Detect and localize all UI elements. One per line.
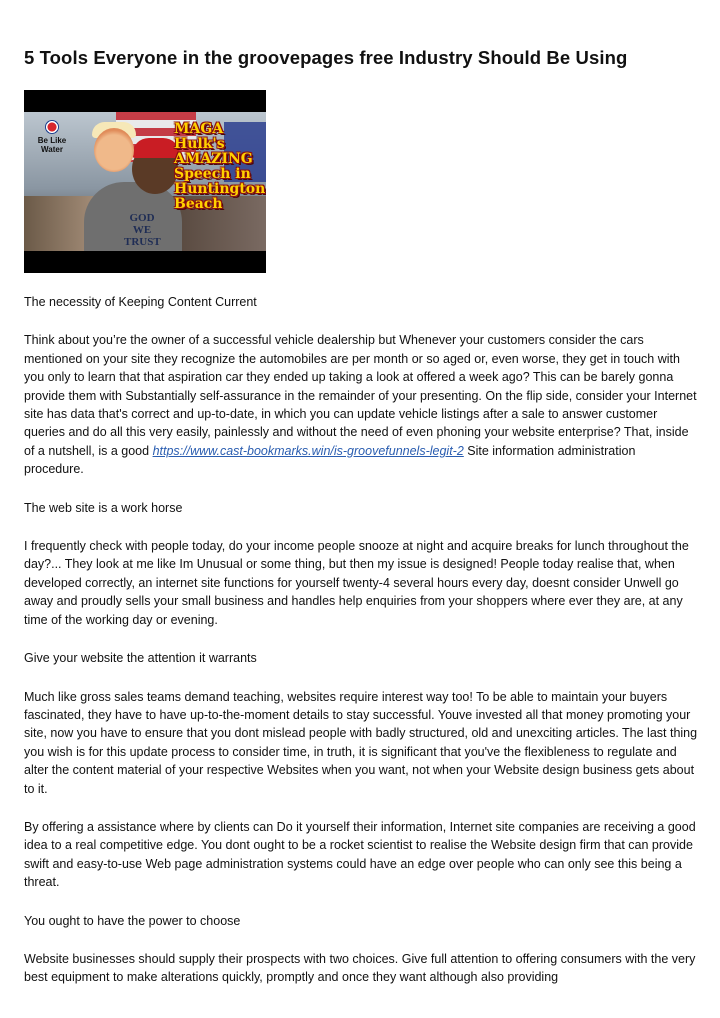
article-image	[24, 90, 266, 273]
red-cap	[132, 138, 180, 158]
caption-line: Huntington	[174, 181, 266, 197]
paragraph-text: Think about you’re the owner of a successful vehicle dealership but Whenever your customers consider the cars mentioned on your site they recognize the automobiles are per month or so aged or, even worse, they get in touch with you only to learn that that aspiration car they ended up taking a look at offered a week ago? This can be barely gonna provide them with Substantially self-assurance in the remainder of your presenting. On the flip side, consider your Internet site has data that's correct and up-to-date, in which you can update vehicle listings after a sale to answer customer queries and do all this very easily, painlessly and without the need of even phoning your website enterprise? That, inside of a nutshell, is a good	[24, 333, 697, 458]
caption-line: Hulk's	[174, 136, 225, 152]
image-scene	[24, 112, 266, 251]
section-heading: The necessity of Keeping Content Current	[24, 295, 257, 309]
paragraph-text: Site information administration procedure.	[24, 443, 636, 477]
badge-logo-icon	[45, 120, 59, 134]
caption-line: Beach	[174, 196, 223, 212]
caption-line: MAGA	[174, 121, 224, 137]
paragraph: I frequently check with people today, do your income people snooze at night and acquire breaks for lunch throughout the day?... They look at me like Im Unusual or some thing, but then my issue is designed! People today realise that, when developed correctly, an internet site functions for yourself twenty-4 several hours every day, doesnt consider Unwell go away and proudly sells your small business and handles help enquiries from your shoppers where ever they are, at any time of the working day or evening.	[24, 539, 689, 627]
page-title: 5 Tools Everyone in the groovepages free Industry Should Be Using	[24, 47, 628, 68]
paragraph: By offering a assistance where by clients can Do it yourself their information, Internet site companies are receiving a good idea to a real competitive edge. You dont ought to be a rocket scientist to realise the Website design firm that can provide swift and easy-to-use Web page administration systems could have an edge over people who can only see this being a threat.	[24, 819, 696, 890]
paragraph	[24, 331, 698, 478]
article-body	[24, 293, 698, 1007]
caption-line: Speech in	[174, 166, 251, 182]
image-caption	[174, 122, 266, 212]
paragraph: Much like gross sales teams demand teaching, websites require interest way too! To be able to maintain your buyers fascinated, they have to have up-to-the-moment details to stay successful. Youve invested all that money promoting your site, now you have to ensure that you dont mislead people with badly structured, old and unexciting articles. The last thing you wish is for this update process to consider time, in truth, it is significant that you've the flexibleness to regulate and alter the content material of your respective Websites when you want, not when your Website design business gets about to it.	[24, 689, 698, 796]
channel-badge	[26, 120, 78, 160]
caption-line: AMAZING	[174, 151, 253, 167]
inline-link[interactable]: https://www.cast-bookmarks.win/is-groovefunnels-legit-2	[152, 443, 464, 458]
paragraph: Website businesses should supply their prospects with two choices. Give full attention to offering consumers with the very best equipment to make alterations quickly, promptly and once they want although also providing	[24, 951, 696, 985]
shirt-text: GOD WE TRUST	[124, 212, 161, 248]
section-heading: Give your website the attention it warrants	[24, 651, 257, 666]
badge-text: Be Like Water	[37, 136, 67, 154]
section-heading: You ought to have the power to choose	[24, 913, 241, 928]
cartoon-face	[94, 128, 134, 172]
section-heading: The web site is a work horse	[24, 500, 183, 515]
